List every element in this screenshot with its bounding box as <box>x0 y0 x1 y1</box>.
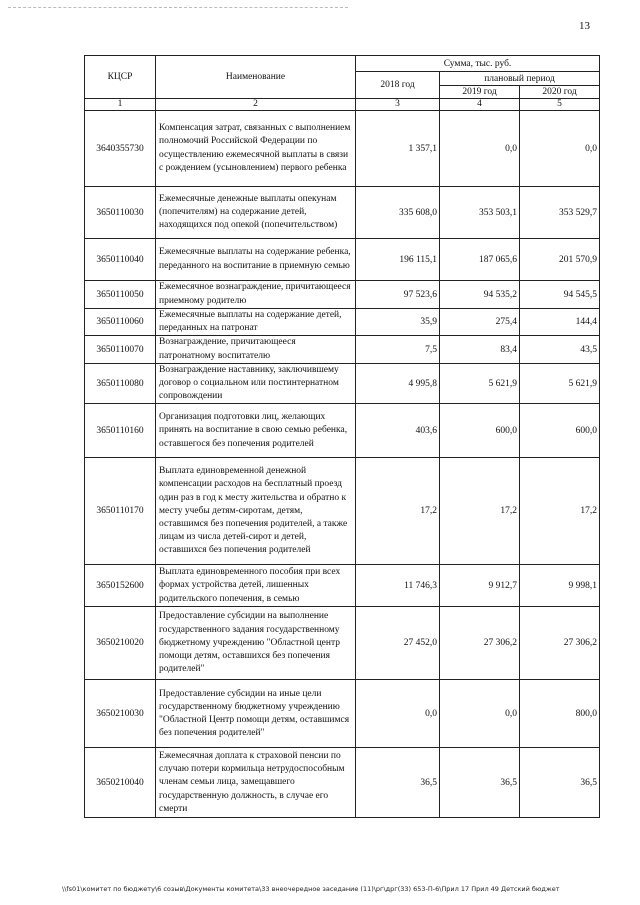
row-code: 3650110040 <box>85 239 156 281</box>
row-2018: 196 115,1 <box>356 239 440 281</box>
header-planned-period: плановый период <box>440 72 600 86</box>
row-2019: 0,0 <box>440 111 520 187</box>
file-path-footer: \\fs01\комитет по бюджету\6 созыв\Документы комитета\33 внеочередное заседание (11)\рг\дрг(33) 653-П-6\Прил 17 Прил 49 Детский бюджет <box>62 885 560 893</box>
row-code: 3650110070 <box>85 336 156 363</box>
header-2020: 2020 год <box>520 86 600 99</box>
table-row <box>85 748 600 818</box>
row-name: Компенсация затрат, связанных с выполнением полномочий Российской Федерации по осуществлению ежемесячной выплаты в связи с рождением (усыновлением) первого ребенка <box>156 111 356 187</box>
row-2020: 0,0 <box>520 111 600 187</box>
row-2020: 36,5 <box>520 748 600 818</box>
row-2020: 9 998,1 <box>520 565 600 607</box>
row-code: 3650110080 <box>85 363 156 404</box>
row-2018: 97 523,6 <box>356 281 440 309</box>
row-2020: 600,0 <box>520 404 600 458</box>
row-2020: 43,5 <box>520 336 600 363</box>
table-row <box>85 363 600 404</box>
column-index-row <box>85 99 600 111</box>
row-name: Выплата единовременного пособия при всех формах устройства детей, лишенных родительского попечения, в семью <box>156 565 356 607</box>
row-code: 3650110160 <box>85 404 156 458</box>
row-code: 3650110030 <box>85 187 156 239</box>
col-index-4: 4 <box>440 99 520 111</box>
row-2019: 83,4 <box>440 336 520 363</box>
row-2018: 35,9 <box>356 309 440 336</box>
row-2019: 600,0 <box>440 404 520 458</box>
row-2018: 0,0 <box>356 680 440 748</box>
row-2018: 335 608,0 <box>356 187 440 239</box>
row-name: Вознаграждение, причитающееся патронатному воспитателю <box>156 336 356 363</box>
row-2018: 11 746,3 <box>356 565 440 607</box>
row-2018: 27 452,0 <box>356 607 440 680</box>
row-2020: 5 621,9 <box>520 363 600 404</box>
table-row <box>85 309 600 336</box>
table-row <box>85 458 600 565</box>
row-name: Предоставление субсидии на выполнение государственного задания государственному бюджетному учреждению "Областной центр помощи детям, оставшихся без попечения родителей" <box>156 607 356 680</box>
row-name: Ежемесячные выплаты на содержание ребенка, переданного на воспитание в приемную семью <box>156 239 356 281</box>
row-2018: 7,5 <box>356 336 440 363</box>
row-2020: 17,2 <box>520 458 600 565</box>
budget-table <box>84 55 600 818</box>
row-code: 3650110060 <box>85 309 156 336</box>
row-code: 3650210040 <box>85 748 156 818</box>
row-name: Ежемесячные денежные выплаты опекунам (попечителям) на содержание детей, находящихся под опекой (попечительством) <box>156 187 356 239</box>
header-code: КЦСР <box>85 56 156 99</box>
row-name: Предоставление субсидии на иные цели государственному бюджетному учреждению "Областной Центр помощи детям, оставшимся без попечения родителей" <box>156 680 356 748</box>
table-row <box>85 565 600 607</box>
table-row <box>85 404 600 458</box>
row-name: Вознаграждение наставнику, заключившему договор о социальном или постинтернатном сопровождении <box>156 363 356 404</box>
row-2019: 36,5 <box>440 748 520 818</box>
row-name: Выплата единовременной денежной компенсации расходов на бесплатный проезд один раз в год к месту жительства и обратно к месту учебы детям-сиротам, детям, оставшимся без попечения родителей, а также лицам из числа детей-сирот и детей, оставшихся без попечения родителей <box>156 458 356 565</box>
row-2019: 0,0 <box>440 680 520 748</box>
row-2018: 36,5 <box>356 748 440 818</box>
table-row <box>85 187 600 239</box>
row-2019: 17,2 <box>440 458 520 565</box>
row-2018: 17,2 <box>356 458 440 565</box>
table-row <box>85 111 600 187</box>
col-index-1: 1 <box>85 99 156 111</box>
row-2019: 353 503,1 <box>440 187 520 239</box>
header-sum: Сумма, тыс. руб. <box>356 56 600 72</box>
scan-artifact-line <box>8 7 348 10</box>
row-code: 3650110170 <box>85 458 156 565</box>
header-2018: 2018 год <box>356 72 440 99</box>
row-name: Ежемесячные выплаты на содержание детей, переданных на патронат <box>156 309 356 336</box>
col-index-5: 5 <box>520 99 600 111</box>
row-name: Ежемесячное вознаграждение, причитающееся приемному родителю <box>156 281 356 309</box>
row-code: 3650210030 <box>85 680 156 748</box>
row-2019: 275,4 <box>440 309 520 336</box>
col-index-3: 3 <box>356 99 440 111</box>
row-2020: 94 545,5 <box>520 281 600 309</box>
row-code: 3650152600 <box>85 565 156 607</box>
row-2018: 403,6 <box>356 404 440 458</box>
row-2018: 1 357,1 <box>356 111 440 187</box>
row-name: Организация подготовки лиц, желающих принять на воспитание в свою семью ребенка, оставшегося без попечения родителей <box>156 404 356 458</box>
table-row <box>85 336 600 363</box>
row-2019: 27 306,2 <box>440 607 520 680</box>
header-2019: 2019 год <box>440 86 520 99</box>
row-2019: 94 535,2 <box>440 281 520 309</box>
row-2020: 27 306,2 <box>520 607 600 680</box>
row-2018: 4 995,8 <box>356 363 440 404</box>
row-code: 3650210020 <box>85 607 156 680</box>
row-code: 3640355730 <box>85 111 156 187</box>
row-2020: 144,4 <box>520 309 600 336</box>
table-row <box>85 607 600 680</box>
row-name: Ежемесячная доплата к страховой пенсии по случаю потери кормильца нетрудоспособным членам семьи лица, замещавшего государственную должность, в случае его смерти <box>156 748 356 818</box>
page-number: 13 <box>579 20 590 32</box>
row-2020: 800,0 <box>520 680 600 748</box>
table-row <box>85 281 600 309</box>
row-code: 3650110050 <box>85 281 156 309</box>
table-row <box>85 239 600 281</box>
row-2019: 5 621,9 <box>440 363 520 404</box>
row-2020: 353 529,7 <box>520 187 600 239</box>
header-name: Наименование <box>156 56 356 99</box>
row-2020: 201 570,9 <box>520 239 600 281</box>
row-2019: 187 065,6 <box>440 239 520 281</box>
col-index-2: 2 <box>156 99 356 111</box>
table-row <box>85 680 600 748</box>
row-2019: 9 912,7 <box>440 565 520 607</box>
